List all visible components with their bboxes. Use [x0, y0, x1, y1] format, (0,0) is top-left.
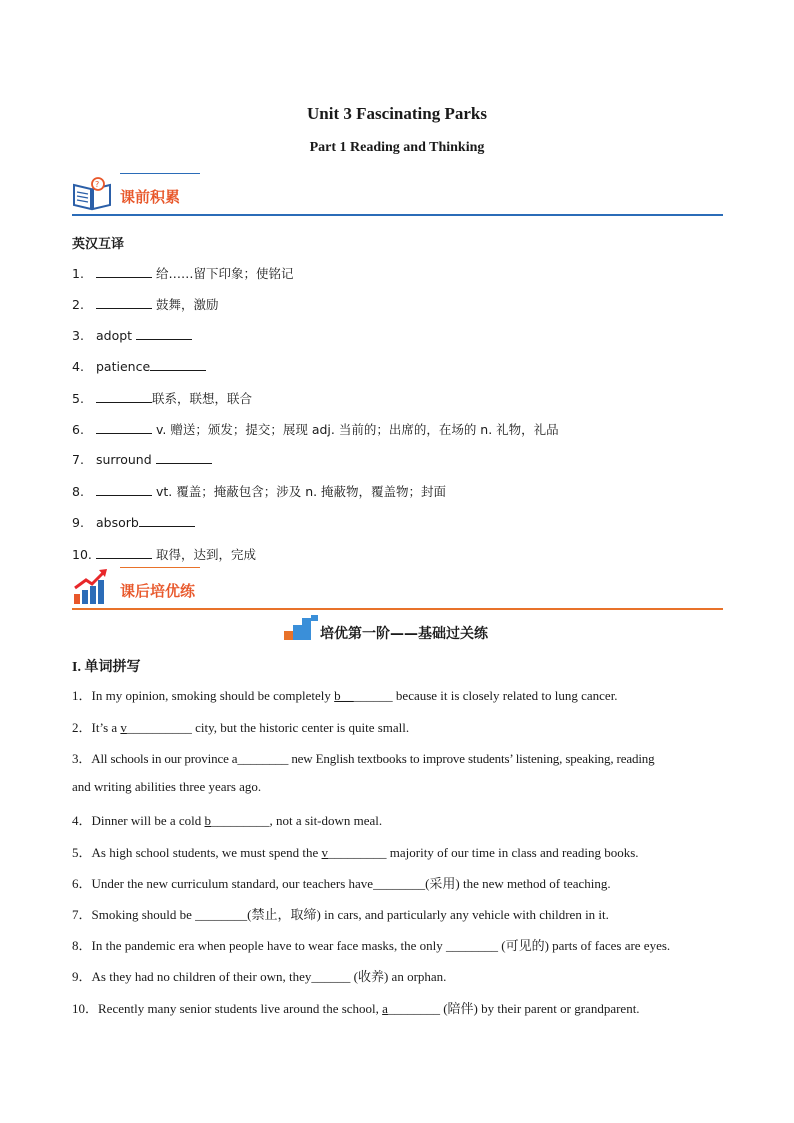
exercise-number: 5．: [72, 845, 92, 860]
exercise-number: 8．: [72, 938, 92, 953]
section-label: 课后培优练: [120, 582, 196, 600]
vocab-item: [72, 420, 559, 438]
vocab-item: [72, 389, 252, 407]
vocab-number: 4.: [72, 359, 84, 374]
vocab-number: 3.: [72, 328, 84, 343]
exercise-number: 7．: [72, 907, 92, 922]
section-top-rule: [120, 173, 200, 174]
answer-blank[interactable]: [96, 390, 152, 403]
exercise-item: [72, 904, 609, 923]
vocab-word: patience: [96, 359, 151, 374]
exercise-item: [72, 779, 261, 795]
exercise-blank-text[interactable]: ________ new English textbooks to improve students’ listening, speaking, reading: [237, 751, 655, 766]
exercise-item: [72, 873, 611, 892]
vocab-number: 9.: [72, 515, 84, 530]
exercise-number: 4．: [72, 813, 92, 828]
answer-hint[interactable]: b: [204, 813, 212, 828]
vocab-meaning: vt. 覆盖；掩蔽包含；涉及 n. 掩蔽物，覆盖物；封面: [152, 484, 447, 499]
vocab-item: [72, 482, 446, 500]
vocab-number: 7.: [72, 452, 84, 467]
vocab-item: [72, 514, 195, 530]
exercise-text: Smoking should be: [91, 907, 196, 922]
section-header-pre-class: [72, 172, 723, 216]
exercise-text: All schools in our province a: [91, 751, 238, 766]
vocab-item: [72, 451, 212, 467]
answer-blank[interactable]: [136, 327, 192, 340]
vocab-word: surround: [96, 452, 156, 467]
vocab-meaning: 鼓舞，激励: [152, 297, 219, 312]
exercise-number: 6．: [72, 876, 92, 891]
section-divider: [72, 608, 723, 610]
translation-subheading: 英汉互译: [72, 237, 125, 252]
exercise-item: [72, 685, 618, 704]
exercise-blank-text[interactable]: __________ city, but the historic center is quite small.: [126, 720, 410, 735]
answer-blank[interactable]: [96, 546, 152, 559]
vocab-meaning: v. 赠送；颁发；提交；展现 adj. 当前的；出席的，在场的 n. 礼物，礼品: [152, 422, 559, 437]
vocab-item: [72, 327, 192, 343]
exercise-number: 1．: [72, 688, 92, 703]
exercise-text: Dinner will be a cold: [91, 813, 205, 828]
answer-blank[interactable]: [96, 296, 152, 309]
exercise-blank-text[interactable]: _________ majority of our time in class and reading books.: [328, 845, 639, 860]
exercise-text: As high school students, we must spend the: [91, 845, 322, 860]
vocab-item: [72, 358, 206, 374]
exercise-item: [72, 966, 446, 985]
vocab-word: absorb: [96, 515, 139, 530]
page-title: Unit 3 Fascinating Parks: [307, 104, 487, 123]
answer-blank[interactable]: [156, 451, 212, 464]
answer-blank[interactable]: [150, 358, 206, 371]
vocab-item: [72, 264, 293, 282]
vocab-number: 6.: [72, 422, 84, 437]
stage-title: 培优第一阶——基础过关练: [320, 626, 488, 642]
exercise-item: [72, 717, 409, 736]
exercise-text: Under the new curriculum standard, our teachers have: [91, 876, 374, 891]
vocab-word: adopt: [96, 328, 137, 343]
exercise-blank-text[interactable]: _________, not a sit-down meal.: [211, 813, 383, 828]
exercise-blank-text[interactable]: ________ (陪伴) by their parent or grandparent.: [387, 1001, 640, 1016]
section-label: 课前积累: [120, 188, 181, 206]
exercise-item: [72, 935, 670, 954]
vocab-number: 10.: [72, 547, 92, 562]
exercise-text: In my opinion, smoking should be completely: [91, 688, 335, 703]
exercise-item: [72, 998, 640, 1017]
page-subtitle: Part 1 Reading and Thinking: [309, 140, 485, 155]
answer-blank[interactable]: [96, 421, 152, 434]
svg-text:?: ?: [95, 180, 100, 189]
exercise-blank-text[interactable]: ______ because it is closely related to lung cancer.: [353, 688, 618, 703]
exercise-number: 9．: [72, 969, 92, 984]
exercise-text: It’s a: [91, 720, 121, 735]
vocab-number: 2.: [72, 297, 84, 312]
answer-blank[interactable]: [96, 483, 152, 496]
section-top-rule: [120, 567, 200, 568]
answer-hint[interactable]: a: [382, 1001, 388, 1016]
section-divider: [72, 214, 723, 216]
spelling-subheading: I. 单词拼写: [72, 660, 141, 675]
exercise-number: 10．: [72, 1001, 99, 1016]
answer-blank[interactable]: [96, 265, 152, 278]
vocab-item: [72, 295, 218, 313]
vocab-number: 5.: [72, 391, 84, 406]
answer-hint[interactable]: b__: [334, 688, 354, 703]
section-header-after-class: [72, 566, 723, 610]
answer-hint[interactable]: v: [321, 845, 329, 860]
exercise-text: Recently many senior students live around the school,: [98, 1001, 383, 1016]
bar-chart-growth-icon: [72, 566, 110, 611]
exercise-item: [72, 842, 639, 861]
exercise-text: and writing abilities three years ago.: [72, 779, 262, 794]
vocab-number: 1.: [72, 266, 84, 281]
exercise-item: [72, 748, 655, 767]
vocab-number: 8.: [72, 484, 84, 499]
stairs-icon: [284, 615, 318, 646]
exercise-text: As they had no children of their own, they: [91, 969, 312, 984]
exercise-blank-text[interactable]: ________(采用) the new method of teaching.: [373, 876, 611, 891]
vocab-meaning: 联系，联想，联合: [152, 391, 253, 406]
vocab-item: [72, 545, 256, 563]
answer-hint[interactable]: v: [120, 720, 127, 735]
exercise-blank-text[interactable]: ________ (可见的) parts of faces are eyes.: [445, 938, 671, 953]
vocab-meaning: 给……留下印象；使铭记: [152, 266, 294, 281]
exercise-number: 3．: [72, 751, 92, 766]
open-book-icon: [72, 177, 112, 216]
exercise-blank-text[interactable]: ________(禁止，取缔) in cars, and particularly any vehicle with children in it.: [195, 907, 609, 922]
vocab-meaning: 取得，达到，完成: [152, 547, 256, 562]
exercise-blank-text[interactable]: ______ (收养) an orphan.: [311, 969, 447, 984]
exercise-number: 2．: [72, 720, 92, 735]
exercise-item: [72, 810, 382, 829]
answer-blank[interactable]: [139, 514, 195, 527]
exercise-text: In the pandemic era when people have to wear face masks, the only: [91, 938, 446, 953]
